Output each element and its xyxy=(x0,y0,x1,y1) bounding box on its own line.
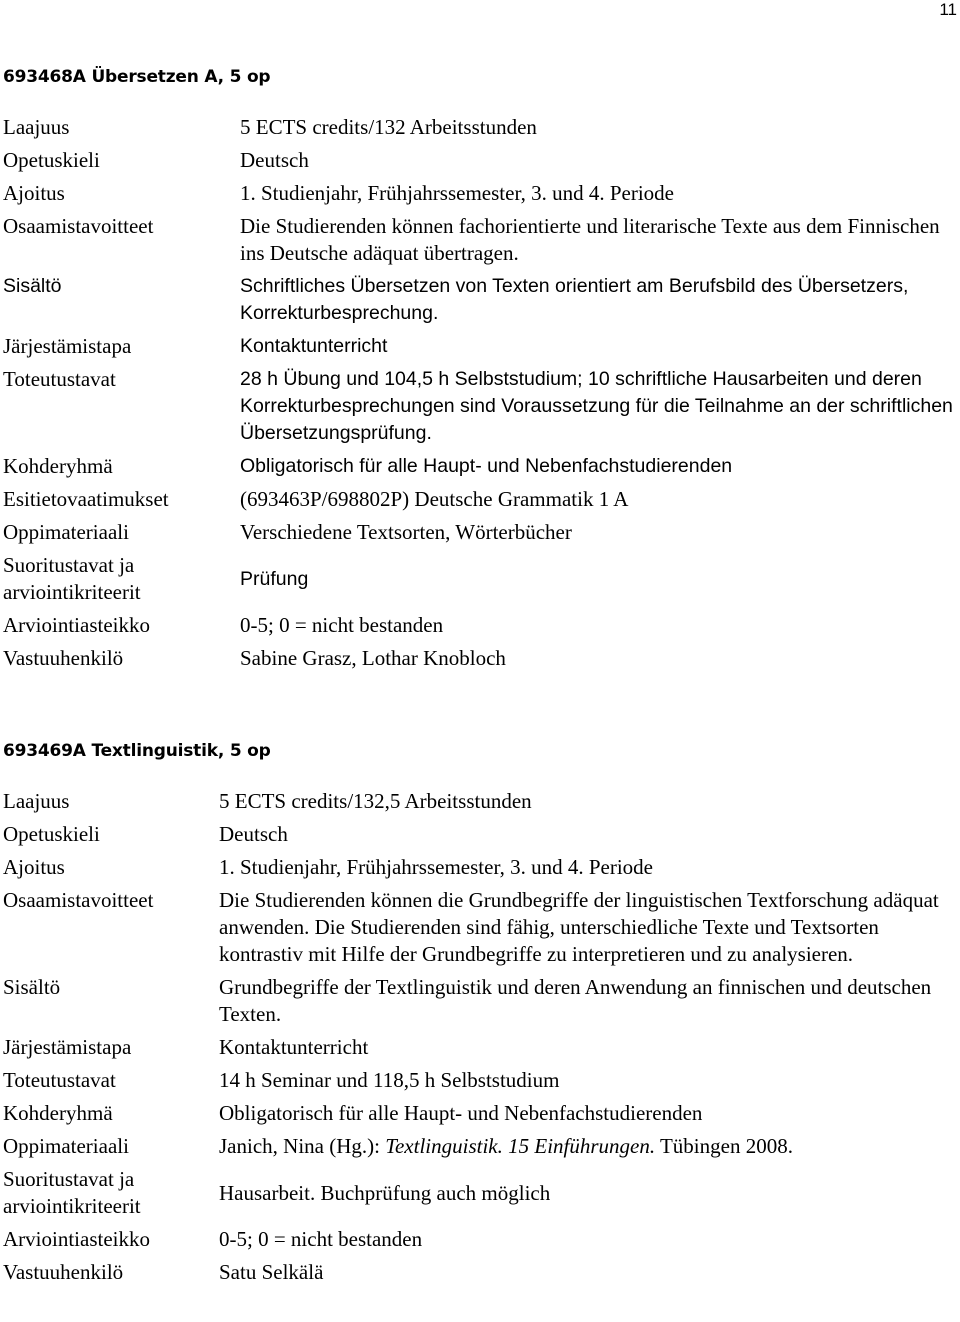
label-sisalto: Sisältö xyxy=(3,975,61,999)
detail-row-osaamistavoitteet xyxy=(3,884,939,971)
detail-row-toteutustavat xyxy=(3,1064,939,1097)
value-esitietovaatimukset: (693463P/698802P) Deutsche Grammatik 1 A xyxy=(240,487,629,511)
label-opetuskieli: Opetuskieli xyxy=(3,822,100,846)
detail-row-jarjestamistapa xyxy=(3,330,960,363)
label-opetuskieli: Opetuskieli xyxy=(3,148,100,172)
course-693468a xyxy=(3,66,960,675)
detail-row-arviointiasteikko xyxy=(3,609,960,642)
course-693469a xyxy=(3,740,939,1289)
label-arviointiasteikko: Arviointiasteikko xyxy=(3,1227,150,1251)
value-vastuuhenkilo: Satu Selkälä xyxy=(219,1260,324,1284)
detail-row-suoritustavat xyxy=(3,549,960,609)
detail-row-suoritustavat xyxy=(3,1163,939,1223)
label-osaamistavoitteet: Osaamistavoitteet xyxy=(3,888,154,912)
detail-row-laajuus xyxy=(3,111,960,144)
value-osaamistavoitteet: Die Studierenden können fachorientierte und literarische Texte aus dem Finnischen ins Deutsche adäquat übertragen. xyxy=(240,214,940,265)
label-vastuuhenkilo: Vastuuhenkilö xyxy=(3,1260,124,1284)
value-ajoitus: 1. Studienjahr, Frühjahrssemester, 3. und 4. Periode xyxy=(219,855,653,879)
detail-row-opetuskieli xyxy=(3,818,939,851)
detail-row-vastuuhenkilo xyxy=(3,1256,939,1289)
detail-row-vastuuhenkilo xyxy=(3,642,960,675)
label-laajuus: Laajuus xyxy=(3,115,70,139)
value-jarjestamistapa: Kontaktunterricht xyxy=(219,1035,369,1059)
detail-row-kohderyhma xyxy=(3,1097,939,1130)
value-kohderyhma: Obligatorisch für alle Haupt- und Nebenfachstudierenden xyxy=(219,1101,703,1125)
value-arviointiasteikko: 0-5; 0 = nicht bestanden xyxy=(219,1227,423,1251)
detail-row-kohderyhma xyxy=(3,450,960,483)
label-kohderyhma: Kohderyhmä xyxy=(3,454,113,478)
value-suoritustavat: Hausarbeit. Buchprüfung auch möglich xyxy=(219,1180,551,1205)
detail-row-opetuskieli xyxy=(3,144,960,177)
value-opetuskieli: Deutsch xyxy=(240,148,309,172)
value-suoritustavat: Prüfung xyxy=(240,567,309,590)
label-vastuuhenkilo: Vastuuhenkilö xyxy=(3,646,124,670)
label-oppimateriaali: Oppimateriaali xyxy=(3,1134,129,1158)
detail-row-esitietovaatimukset xyxy=(3,483,960,516)
detail-row-sisalto xyxy=(3,270,960,330)
course-title: 693469A Textlinguistik, 5 op xyxy=(3,741,271,761)
detail-row-ajoitus xyxy=(3,177,960,210)
detail-row-osaamistavoitteet xyxy=(3,210,960,270)
label-arviointiasteikko: Arviointiasteikko xyxy=(3,613,150,637)
value-arviointiasteikko: 0-5; 0 = nicht bestanden xyxy=(240,613,444,637)
detail-row-sisalto xyxy=(3,971,939,1031)
citation-book-title: Textlinguistik. 15 Einführungen. xyxy=(385,1134,656,1158)
label-sisalto: Sisältö xyxy=(3,275,62,297)
label-toteutustavat: Toteutustavat xyxy=(3,1068,116,1092)
label-suoritustavat: Suoritustavat ja arviointikriteerit xyxy=(3,1167,141,1218)
value-sisalto: Schriftliches Übersetzen von Texten orientiert am Berufsbild des Übersetzers, Korrekturbesprechung. xyxy=(240,275,909,324)
course-details-table xyxy=(3,785,939,1289)
detail-row-oppimateriaali xyxy=(3,1130,939,1163)
value-toteutustavat: 14 h Seminar und 118,5 h Selbststudium xyxy=(219,1068,560,1092)
detail-row-jarjestamistapa xyxy=(3,1031,939,1064)
label-osaamistavoitteet: Osaamistavoitteet xyxy=(3,214,154,238)
course-details-table xyxy=(3,111,960,675)
label-toteutustavat: Toteutustavat xyxy=(3,367,116,391)
label-ajoitus: Ajoitus xyxy=(3,855,65,879)
label-jarjestamistapa: Järjestämistapa xyxy=(3,334,132,358)
value-laajuus: 5 ECTS credits/132 Arbeitsstunden xyxy=(240,115,537,139)
course-title: 693468A Übersetzen A, 5 op xyxy=(3,67,271,87)
label-suoritustavat: Suoritustavat ja arviointikriteerit xyxy=(3,553,141,604)
label-kohderyhma: Kohderyhmä xyxy=(3,1101,113,1125)
detail-row-laajuus xyxy=(3,785,939,818)
value-vastuuhenkilo: Sabine Grasz, Lothar Knobloch xyxy=(240,646,506,670)
label-esitietovaatimukset: Esitietovaatimukset xyxy=(3,487,169,511)
value-opetuskieli: Deutsch xyxy=(219,822,288,846)
citation-author: Janich, Nina (Hg.): xyxy=(219,1134,386,1158)
label-laajuus: Laajuus xyxy=(3,789,70,813)
label-jarjestamistapa: Järjestämistapa xyxy=(3,1035,132,1059)
value-laajuus: 5 ECTS credits/132,5 Arbeitsstunden xyxy=(219,789,532,813)
detail-row-toteutustavat xyxy=(3,363,960,450)
value-jarjestamistapa: Kontaktunterricht xyxy=(240,335,388,357)
detail-row-ajoitus xyxy=(3,851,939,884)
value-toteutustavat: 28 h Übung und 104,5 h Selbststudium; 10 schriftliche Hausarbeiten und deren Korrekturbesprechungen sind Voraussetzung für die Teilnahme an der schriftlichen Übersetzungsprüfung. xyxy=(240,368,953,444)
value-ajoitus: 1. Studienjahr, Frühjahrssemester, 3. und 4. Periode xyxy=(240,181,674,205)
value-oppimateriaali xyxy=(219,1130,939,1163)
detail-row-oppimateriaali xyxy=(3,516,960,549)
value-osaamistavoitteet: Die Studierenden können die Grundbegriffe der linguistischen Textforschung adäquat anwenden. Die Studierenden sind fähig, unterschiedliche Texte und Textsorten kontrastiv mit Hilfe der Grundbegriffe zu interpretieren und zu analysieren. xyxy=(219,888,939,966)
value-oppimateriaali: Verschiedene Textsorten, Wörterbücher xyxy=(240,520,572,544)
label-oppimateriaali: Oppimateriaali xyxy=(3,520,129,544)
label-ajoitus: Ajoitus xyxy=(3,181,65,205)
page-number: 11 xyxy=(939,0,957,19)
value-sisalto: Grundbegriffe der Textlinguistik und deren Anwendung an finnischen und deutschen Texten. xyxy=(219,975,932,1026)
value-kohderyhma: Obligatorisch für alle Haupt- und Nebenfachstudierenden xyxy=(240,455,733,477)
detail-row-arviointiasteikko xyxy=(3,1223,939,1256)
citation-place-year: Tübingen 2008. xyxy=(655,1134,793,1158)
